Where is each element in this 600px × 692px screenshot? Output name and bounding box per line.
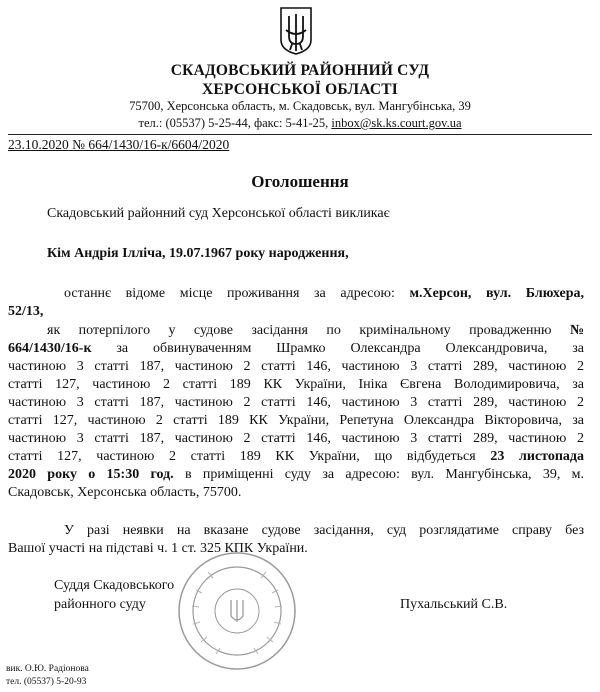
court-email-link[interactable]: inbox@sk.ks.court.gov.ua — [331, 116, 462, 130]
court-contacts — [0, 116, 600, 131]
hearing-date: 23 листопада — [490, 449, 585, 464]
body-line-5: частиною 3 статті 187, частиною 2 статті 146, частиною 3 статті 289, частиною 2 — [8, 395, 584, 410]
body-line-9 — [8, 467, 584, 483]
intro-text: Скадовський районний суд Херсонської області викликає — [47, 206, 390, 221]
court-name-line2: ХЕРСОНСЬКОЇ ОБЛАСТІ — [201, 81, 398, 98]
body-line-7: частиною 3 статті 187, частиною 2 статті 146, частиною 3 статті 289, частиною 2 — [8, 431, 584, 446]
court-name-line1: СКАДОВСЬКИЙ РАЙОННИЙ СУД — [170, 62, 430, 79]
body-line-8 — [8, 449, 584, 465]
residence-address-cont: 52/13, — [8, 304, 44, 319]
coat-of-arms-icon — [279, 6, 313, 56]
body-text: як потерпілого у судове засідання по кримінальному провадженню — [47, 323, 552, 338]
case-number-sign: № — [569, 323, 585, 338]
warning-line-1: У разі неявки на вказане судове засідання, суд розглядатиме справу без — [64, 523, 584, 538]
body-line-6: статті 127, частиною 2 статті 189 КК України, Репетуна Олександра Вікторовича, за — [8, 413, 584, 428]
case-number: 664/1430/16-к — [8, 341, 92, 356]
court-seal-stamp — [176, 550, 298, 672]
body-line-4: статті 127, частиною 2 статті 189 КК України, Ініка Євгена Володимировича, за — [8, 377, 584, 392]
executor-name: вик. О.Ю. Радіонова — [6, 664, 89, 674]
residence-prefix: останнє відоме місце проживання за адресою: — [64, 286, 395, 301]
residence-address: м.Херсон, вул. Блюхера, — [409, 286, 584, 301]
body-text: статті 127, частиною 2 статті 189 КК України, що відбудеться — [8, 449, 476, 464]
body-text: за обвинуваченням Шрамко Олександра Олександровича, за — [116, 341, 584, 356]
residence-line — [64, 286, 584, 302]
summoned-person: Кім Андрія Ілліча, 19.07.1967 року народження, — [47, 246, 349, 261]
document-date: 23.10.2020 — [8, 137, 69, 152]
body-line-2 — [8, 341, 584, 357]
executor-phone: тел. (05537) 5-20-93 — [6, 677, 87, 687]
body-line-10: Скадовськ, Херсонська область, 75700. — [8, 485, 242, 500]
body-line-3: частиною 3 статті 187, частиною 2 статті 146, частиною 3 статті 289, частиною 2 — [8, 359, 584, 374]
body-text: в приміщенні суду за адресою: вул. Мангубінська, 39, м. — [184, 467, 585, 482]
court-phone-fax: тел.: (05537) 5-25-44, факс: 5-41-25, — [138, 116, 332, 130]
document-title: Оголошення — [251, 172, 349, 191]
judge-name: Пухальський С.В. — [400, 597, 508, 612]
document-number: № 664/1430/16-к/6604/2020 — [72, 137, 230, 152]
signature-role-line1: Суддя Скадовського — [54, 578, 175, 593]
document-reference — [8, 137, 229, 153]
hearing-time: 2020 року о 15:30 год. — [8, 467, 174, 482]
signature-role-line2: районного суду — [54, 597, 146, 612]
court-address: 75700, Херсонська область, м. Скадовськ, вул. Мангубінська, 39 — [129, 99, 471, 113]
warning-line-2: Вашої участі на підставі ч. 1 ст. 325 КПК України. — [8, 541, 308, 556]
header-divider — [8, 134, 592, 135]
body-line-1 — [47, 323, 584, 339]
